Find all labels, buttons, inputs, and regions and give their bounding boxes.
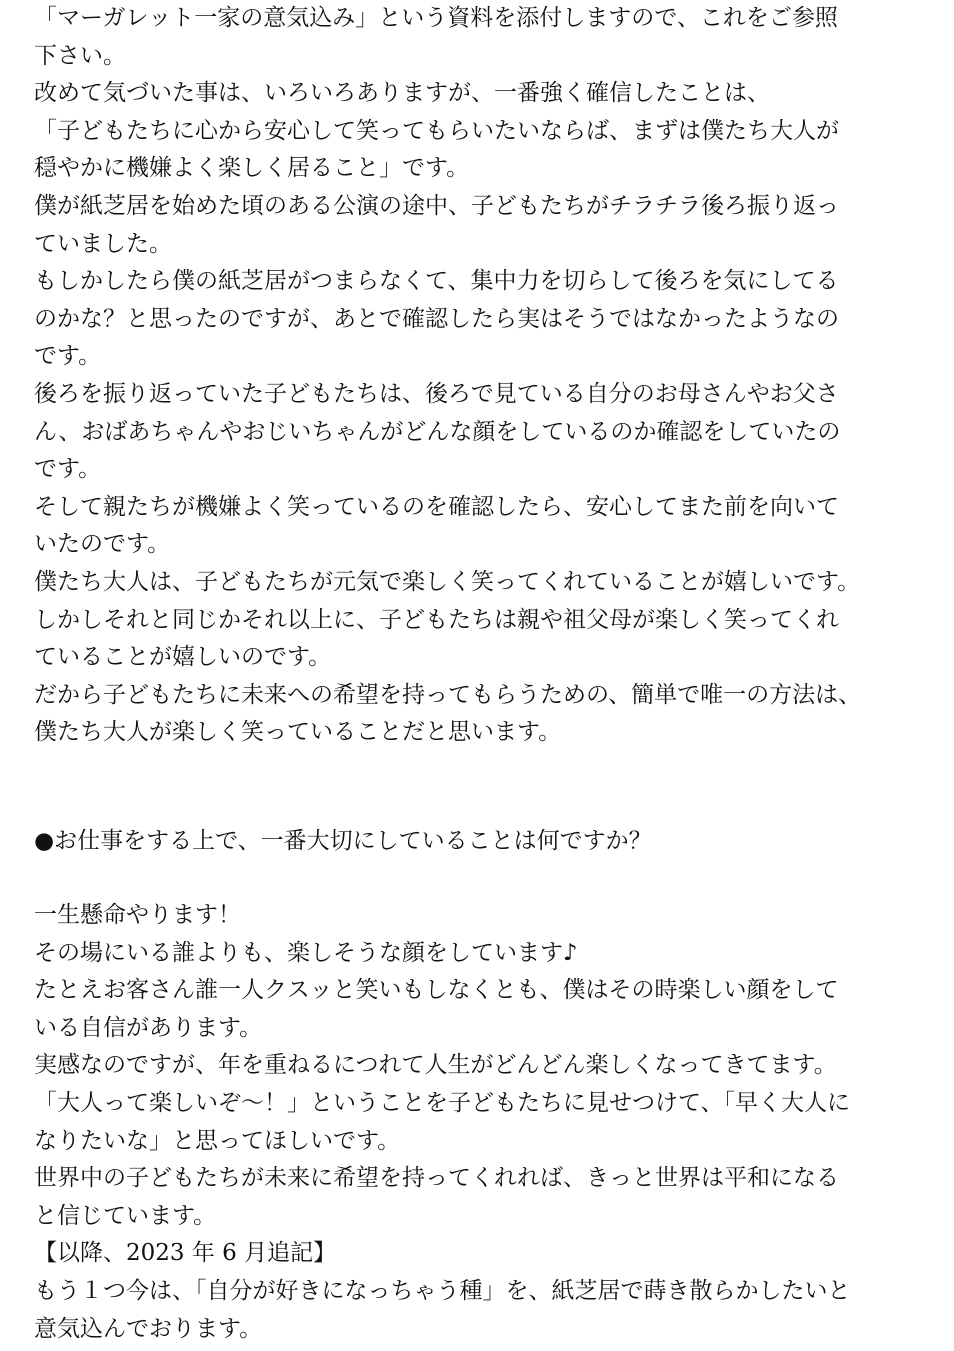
text-line: 意気込んでおります。	[34, 1315, 263, 1342]
text-line: いたのです。	[34, 531, 171, 558]
text-line: ん、おばあちゃんやおじいちゃんがどんな顔をしているのか確認をしていたの	[34, 418, 841, 445]
text-line: 一生懸命やります！	[34, 902, 241, 928]
text-line: のかな？と思ったのですが、あとで確認したら実はそうではなかったようなの	[34, 305, 839, 332]
text-line: 「子どもたちに心から安心して笑ってもらいたいならば、まずは僕たち大人が	[34, 117, 839, 144]
text-line: だから子どもたちに未来への希望を持ってもらうための、簡単で唯一の方法は、	[34, 681, 862, 708]
addendum-heading: 【以降、2023 年 6 月追記】	[34, 1240, 337, 1267]
text-line: です。	[34, 343, 102, 370]
text-line: 「大人って楽しいぞ～！」ということを子どもたちに見せつけて、「早く大人に	[34, 1089, 851, 1116]
body-text-section-1	[34, 0, 918, 752]
text-line: 僕たち大人は、子どもたちが元気で楽しく笑ってくれていることが嬉しいです。	[34, 568, 861, 595]
text-line: 実感なのですが、年を重ねるにつれて人生がどんどん楽しくなってきてます。	[34, 1052, 837, 1079]
text-line: 改めて気づいた事は、いろいろありますが、一番強く確信したことは、	[34, 80, 770, 107]
text-line: その場にいる誰よりも、楽しそうな顔をしています♪	[34, 939, 578, 966]
text-line: と信じています。	[34, 1202, 217, 1229]
text-line: もしかしたら僕の紙芝居がつまらなくて、集中力を切らして後ろを気にしてる	[34, 268, 839, 295]
text-line: 「マーガレット一家の意気込み」という資料を添付しますので、これをご参照	[34, 5, 838, 31]
text-line: 僕たち大人が楽しく笑っていることだと思います。	[34, 719, 562, 746]
text-line: です。	[34, 456, 102, 483]
text-line: 世界中の子どもたちが未来に希望を持ってくれれば、きっと世界は平和になる	[34, 1165, 839, 1192]
text-line: 僕が紙芝居を始めた頃のある公演の途中、子どもたちがチラチラ後ろ振り返っ	[34, 192, 839, 219]
text-line: いる自信があります。	[34, 1014, 263, 1041]
text-line: ていました。	[34, 230, 172, 257]
text-line: 後ろを振り返っていた子どもたちは、後ろで見ている自分のお母さんやお父さ	[34, 380, 839, 407]
text-line: ていることが嬉しいのです。	[34, 644, 332, 671]
section-heading: ●お仕事をする上で、一番大切にしていることは何ですか？	[34, 828, 652, 854]
text-line: そして親たちが機嫌よく笑っているのを確認したら、安心してまた前を向いて	[34, 493, 839, 520]
text-line: しかしそれと同じかそれ以上に、子どもたちは親や祖父母が楽しく笑ってくれ	[34, 606, 839, 633]
body-text-section-2	[34, 897, 918, 1348]
text-line: たとえお客さん誰一人クスッと笑いもしなくとも、僕はその時楽しい顔をして	[34, 977, 839, 1004]
text-line: 穏やかに機嫌よく楽しく居ること」です。	[34, 155, 470, 182]
text-line: もう１つ今は、「自分が好きになっちゃう種」を、紙芝居で蒔き散らかしたいと	[34, 1277, 851, 1304]
text-line: なりたいな」と思ってほしいです。	[34, 1127, 401, 1154]
text-line: 下さい。	[34, 42, 126, 69]
